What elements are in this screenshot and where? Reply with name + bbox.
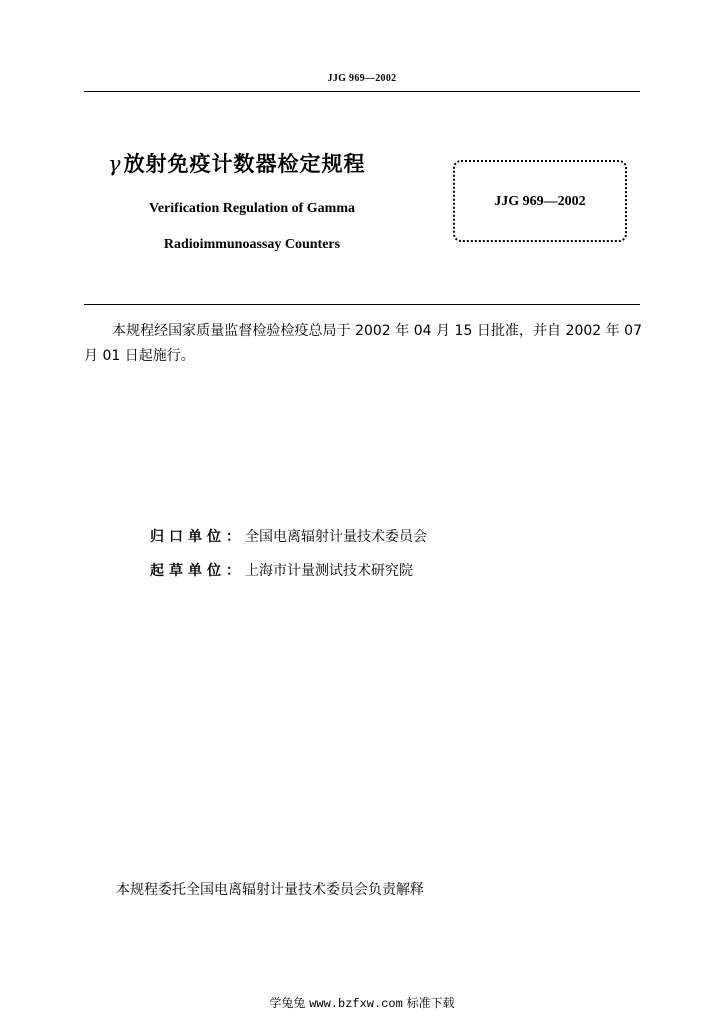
document-title-english-line-2: Radioimmunoassay Counters (163, 237, 341, 252)
footer-site-name: 学兔兔 (269, 996, 306, 1010)
responsible-unit-value: 全国电离辐射计量技术委员会 (245, 529, 427, 545)
responsible-unit-row (150, 526, 427, 546)
title-chinese-text: 放射免疫计数器检定规程 (123, 152, 366, 176)
gamma-symbol: γ (108, 152, 122, 176)
interpretation-statement: 本规程委托全国电离辐射计量技术委员会负责解释 (116, 882, 424, 898)
drafting-unit-row (150, 560, 413, 580)
document-title-chinese (108, 148, 366, 178)
section-divider (84, 304, 640, 305)
footer (0, 994, 724, 1011)
header-divider (84, 91, 640, 92)
approval-statement: 本规程经国家质量监督检验检疫总局于 2002 年 04 月 15 日批准，并自 2002 年 07 月 01 日起施行。 (84, 323, 642, 364)
drafting-unit-value: 上海市计量测试技术研究院 (245, 563, 413, 579)
drafting-unit-label: 起草单位： (150, 563, 245, 579)
footer-suffix: 标准下载 (406, 996, 455, 1010)
responsible-unit-label: 归口单位： (150, 529, 245, 545)
header-standard-code: JJG 969—2002 (327, 73, 397, 84)
document-title-english-line-1: Verification Regulation of Gamma (149, 201, 355, 216)
footer-url-link[interactable]: www.bzfxw.com (309, 997, 403, 1011)
standard-code-box (453, 160, 627, 242)
standard-code-box-text: JJG 969—2002 (494, 194, 586, 209)
